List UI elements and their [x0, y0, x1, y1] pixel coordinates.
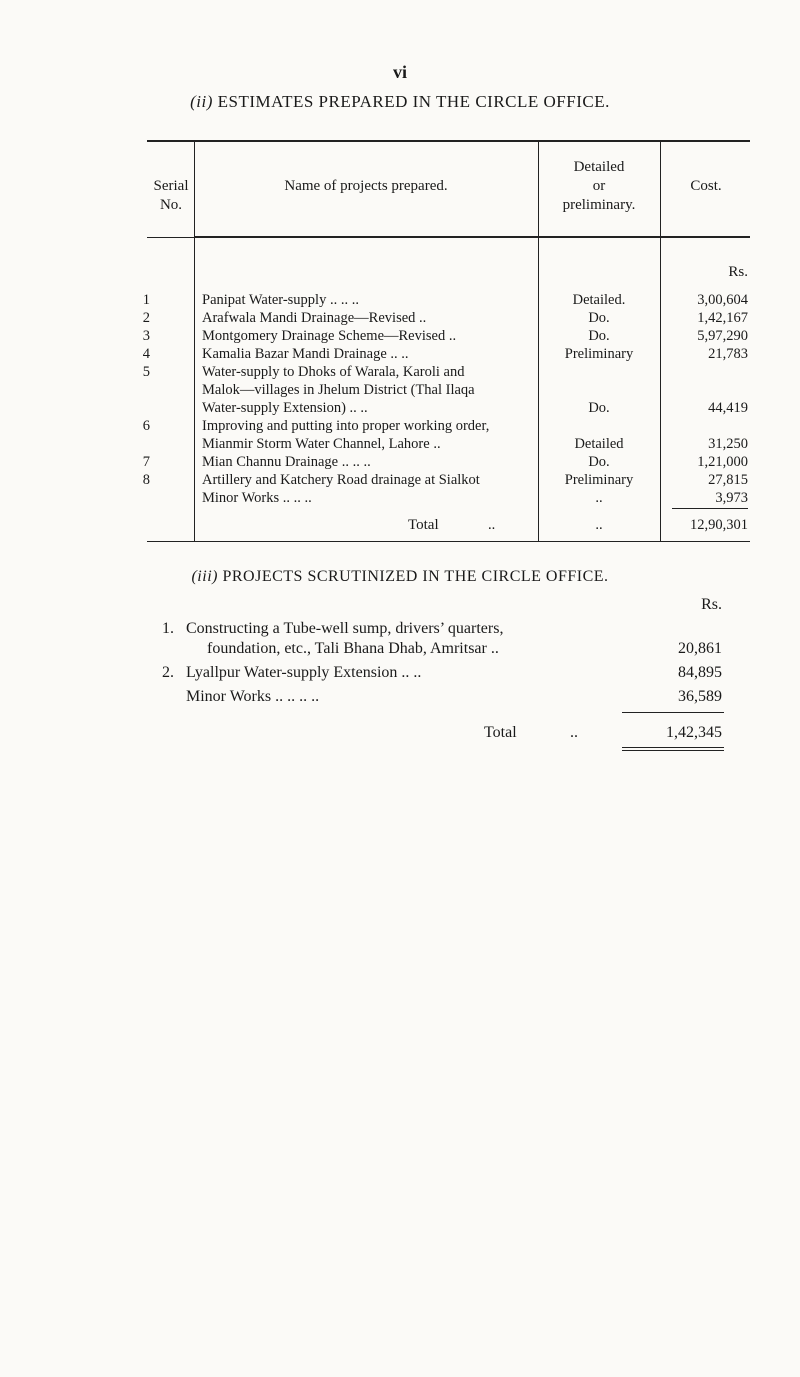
- row-4-cost: 21,783: [708, 346, 748, 362]
- row-8-serial: 8: [142, 472, 150, 488]
- minor-works-type: ..: [595, 490, 603, 506]
- section-2-heading: [0, 92, 800, 112]
- minor-works-name: Minor Works .. .. ..: [202, 490, 312, 506]
- row-3-name: Montgomery Drainage Scheme—Revised ..: [202, 328, 457, 344]
- section-3-total-rule-double: [622, 750, 724, 751]
- item-1-line-1: Constructing a Tube-well sump, drivers’ quarters,: [186, 620, 504, 637]
- header-rule: [195, 236, 750, 238]
- section-3-total-dots: ..: [570, 724, 578, 741]
- section-2-numeral: (ii): [190, 92, 213, 111]
- row-8-type: Preliminary: [564, 472, 634, 488]
- row-3-serial: 3: [142, 328, 150, 344]
- page-number: vi: [392, 62, 407, 82]
- row-5-name-line-3: Water-supply Extension) .. ..: [202, 400, 368, 416]
- row-5-serial: 5: [142, 364, 150, 380]
- row-5-name-line-1: Water-supply to Dhoks of Warala, Karoli and: [202, 364, 465, 380]
- row-7-cost: 1,21,000: [697, 454, 748, 470]
- row-2-serial: 2: [142, 310, 150, 326]
- row-3-cost: 5,97,290: [697, 328, 748, 344]
- section-3-heading: [0, 568, 800, 586]
- row-1-type: Detailed.: [572, 292, 626, 308]
- section-3-unit: Rs.: [701, 596, 722, 613]
- item-1-line-2: foundation, etc., Tali Bhana Dhab, Amritsar ..: [207, 640, 499, 657]
- row-6-name-line-1: Improving and putting into proper working order,: [202, 418, 490, 434]
- row-2-cost: 1,42,167: [697, 310, 748, 326]
- section-2-title: ESTIMATES PREPARED IN THE CIRCLE OFFICE.: [217, 92, 610, 111]
- row-4-type: Preliminary: [564, 346, 634, 362]
- row-7-name: Mian Channu Drainage .. .. ..: [202, 454, 371, 470]
- item-3-line-1: Minor Works .. .. .. ..: [186, 688, 320, 705]
- row-5-cost: 44,419: [708, 400, 748, 416]
- row-6-name-line-2: Mianmir Storm Water Channel, Lahore ..: [202, 436, 441, 452]
- table-bottom-rule: [147, 541, 750, 542]
- section-3-total-rule-bottom: [622, 747, 724, 748]
- cost-unit: Rs.: [728, 264, 748, 280]
- total-rule: [672, 508, 748, 509]
- row-3-type: Do.: [588, 328, 610, 344]
- total-dots: ..: [488, 517, 496, 533]
- header-serial: Serial No.: [153, 178, 189, 213]
- item-2-number: 2.: [162, 664, 174, 681]
- row-8-cost: 27,815: [708, 472, 748, 488]
- column-divider: [538, 141, 539, 541]
- item-2-amount: 84,895: [678, 664, 722, 681]
- item-2-line-1: Lyallpur Water-supply Extension .. ..: [186, 664, 422, 681]
- row-1-serial: 1: [142, 292, 150, 308]
- row-4-name: Kamalia Bazar Mandi Drainage .. ..: [202, 346, 409, 362]
- row-6-type: Detailed: [574, 436, 624, 452]
- row-7-type: Do.: [588, 454, 610, 470]
- section-3-numeral: (iii): [191, 568, 218, 585]
- item-1-number: 1.: [162, 620, 174, 637]
- minor-works-cost: 3,973: [715, 490, 748, 506]
- row-6-cost: 31,250: [708, 436, 748, 452]
- row-7-serial: 7: [142, 454, 150, 470]
- row-5-name-line-2: Malok—villages in Jhelum District (Thal Ilaqa: [202, 382, 475, 398]
- row-8-name: Artillery and Katchery Road drainage at Sialkot: [202, 472, 480, 488]
- item-1-amount: 20,861: [678, 640, 722, 657]
- row-4-serial: 4: [142, 346, 150, 362]
- section-3-total-amount: 1,42,345: [666, 724, 722, 741]
- row-2-type: Do.: [588, 310, 610, 326]
- header-name: Name of projects prepared.: [284, 178, 448, 194]
- section-3-total-label: Total: [484, 724, 517, 741]
- total-label: Total: [408, 517, 439, 533]
- row-1-cost: 3,00,604: [697, 292, 748, 308]
- header-rule-serial: [147, 237, 195, 238]
- section-3-title: PROJECTS SCRUTINIZED IN THE CIRCLE OFFICE.: [222, 568, 609, 585]
- row-5-type: Do.: [588, 400, 610, 416]
- item-3-amount: 36,589: [678, 688, 722, 705]
- row-1-name: Panipat Water-supply .. .. ..: [202, 292, 359, 308]
- header-cost: Cost.: [690, 178, 722, 194]
- section-3-total-rule-top: [622, 712, 724, 713]
- header-type: Detailed or preliminary.: [562, 159, 636, 213]
- row-6-serial: 6: [142, 418, 150, 434]
- total-cost: 12,90,301: [690, 517, 748, 533]
- total-type: ..: [595, 517, 603, 533]
- row-2-name: Arafwala Mandi Drainage—Revised ..: [202, 310, 427, 326]
